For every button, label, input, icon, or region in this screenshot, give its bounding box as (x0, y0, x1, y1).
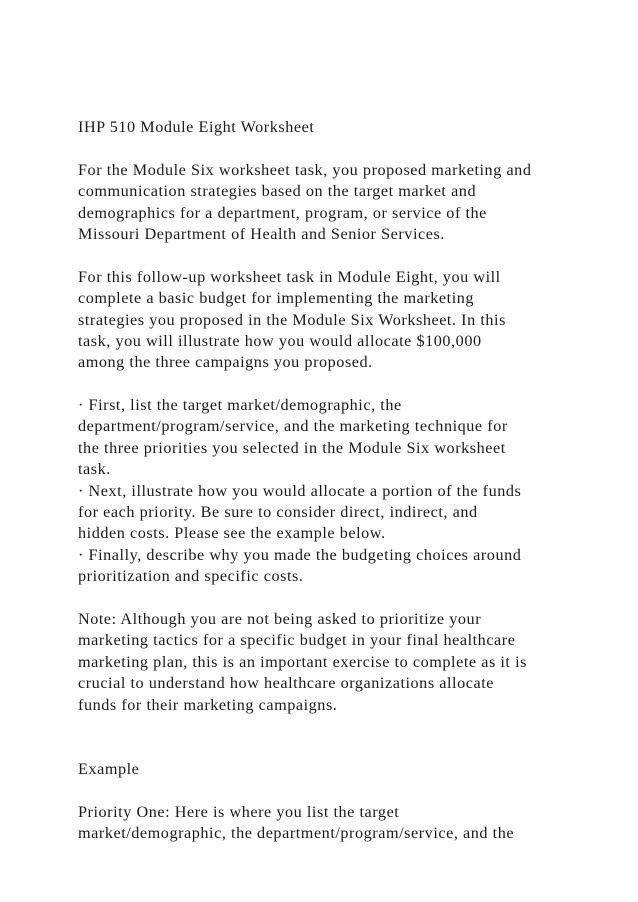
text-line: communication strategies based on the target market and (78, 182, 477, 201)
text-line: funds for their marketing campaigns. (78, 695, 338, 714)
document-title: IHP 510 Module Eight Worksheet (78, 118, 315, 136)
text-line: among the three campaigns you proposed. (78, 353, 373, 372)
text-line: crucial to understand how healthcare organizations allocate (78, 674, 494, 693)
paragraph-gap (78, 374, 578, 395)
document-body (78, 117, 578, 844)
text-line: For this follow-up worksheet task in Module Eight, you will (78, 267, 501, 286)
text-line: task, you will illustrate how you would allocate $100,000 (78, 331, 482, 350)
instructions-list (78, 395, 578, 588)
paragraph-gap (78, 588, 578, 609)
intro-paragraph (78, 160, 578, 246)
priority-one-paragraph (78, 802, 578, 845)
list-item: · First, list the target market/demographic, the (78, 396, 402, 415)
list-item: hidden costs. Please see the example below. (78, 524, 386, 543)
text-line: strategies you proposed in the Module Six Worksheet. In this (78, 310, 506, 329)
text-line: marketing tactics for a specific budget in your final healthcare (78, 631, 516, 650)
paragraph-gap (78, 245, 578, 266)
paragraph-gap (78, 138, 578, 159)
list-item: · Finally, describe why you made the budgeting choices around (78, 545, 522, 564)
paragraph-gap (78, 716, 578, 759)
text-line: demographics for a department, program, or service of the (78, 203, 487, 222)
list-item: · Next, illustrate how you would allocate a portion of the funds (78, 481, 522, 500)
example-heading: Example (78, 759, 140, 778)
text-line: Missouri Department of Health and Senior Services. (78, 224, 445, 243)
text-line: complete a basic budget for implementing the marketing (78, 289, 475, 308)
list-item: task. (78, 460, 111, 479)
paragraph-gap (78, 780, 578, 801)
note-paragraph (78, 609, 578, 716)
text-line: marketing plan, this is an important exercise to complete as it is (78, 652, 527, 671)
text-line: For the Module Six worksheet task, you proposed marketing and (78, 160, 532, 179)
list-item: prioritization and specific costs. (78, 567, 304, 586)
text-line: Note: Although you are not being asked to prioritize your (78, 609, 482, 628)
text-line: Priority One: Here is where you list the target (78, 802, 400, 821)
list-item: for each priority. Be sure to consider direct, indirect, and (78, 503, 478, 522)
text-line: market/demographic, the department/program/service, and the (78, 823, 515, 842)
list-item: the three priorities you selected in the Module Six worksheet (78, 438, 506, 457)
followup-paragraph (78, 267, 578, 374)
list-item: department/program/service, and the marketing technique for (78, 417, 508, 436)
